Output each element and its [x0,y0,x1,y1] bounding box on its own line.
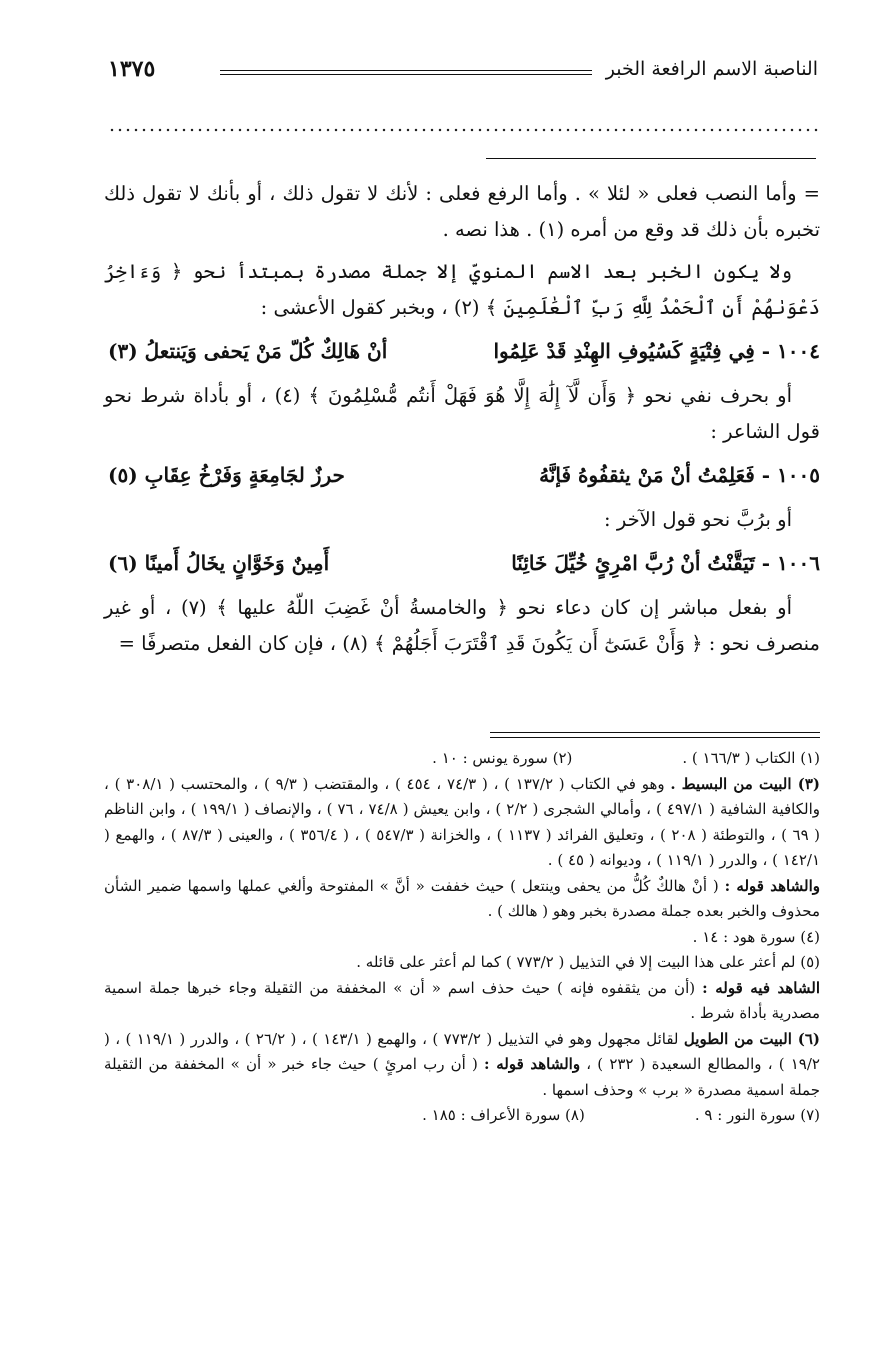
footnote-3-witness-lead: والشاهد قوله : [724,876,820,895]
verse-1005-first-hemistich: ١٠٠٥ - فَعَلِمْتُ أنْ مَنْ يثقفُوهُ فَإنَّهُ [539,463,820,487]
footnotes-7-8 [104,1103,820,1129]
footnote-3-witness-text: ( أنْ هالكٌ كُلُّ من يحفى وينتعل ) حيث خففت « أنَّ » المفتوحة وألغي عملها واسمها ضمير الشأن محذوف والخبر بعده جملة مصدرة بخبر وهو ( هالك ) . [104,876,820,920]
dotted-separator [108,126,818,134]
paragraph-3: أو بحرف نفي نحو ﴿ وَأَن لَّآ إِلَٰهَ إِلَّا هُوَ فَهَلْ أَنتُم مُّسْلِمُونَ ﴾ (٤) ، أو بأداة شرط نحو قول الشاعر : [104,384,820,443]
footnote-5: (٥) لم أعثر على هذا البيت إلا في التذييل ( ٧٧٣/٢ ) كما لم أعثر على قائله . [356,953,820,971]
paragraph-4: أو برُبَّ نحو قول الآخر : [604,508,792,531]
footnote-6-witness-lead: والشاهد قوله : [484,1055,581,1073]
page-header [108,56,818,90]
running-title: الناصبة الاسم الرافعة الخبر [605,58,818,80]
verse-1004-second-hemistich: أنْ هَالِكٌ كُلّ مَنْ يَحفى وَيَنتعلُ (٣) [108,339,388,363]
verse-1004 [104,332,820,370]
footnote-3-text: وهو في الكتاب ( ١٣٧/٢ ) ، ( ٧٤/٣ ، ٤٥٤ ) ، والمقتضب ( ٩/٣ ) ، والمحتسب ( ٣٠٨/١ ) ، والكافية الشافية ( ٤٩٧/١ ) ، وأمالي الشجرى ( ٢/٢ ) ، وابن يعيش ( ٧٤/٨ ، ٧٦ ) ، والإنصاف ( ١٩٩/١ ) ، وابن الناظم ( ٦٩ ) ، والتوطئة ( ٢٠٨ ) ، وتعليق الفرائد ( ١١٣٧ ) ، والخزانة ( ٥٤٧/٣ ) ، ( ٣٥٦/٤ ) ، والعينى ( ٨٧/٣ ) ، والهمع ( ١٤٢/١ ) ، والدرر ( ١١٩/١ ) ، وديوانه ( ٤٥ ) . [104,774,821,869]
top-short-rule [486,158,816,159]
verse-1005 [104,456,820,494]
paragraph-5: أو بفعل مباشر إن كان دعاء نحو ﴿ والخامسةُ أنْ غَضِبَ اللّهُ عليها ﴾ (٧) ، أو غير منصرف نحو : ﴿ وَأَنْ عَسَىٰٓ أَن يَكُونَ قَدِ ٱقْتَرَبَ أَجَلُهُمْ ﴾ (٨) ، فإن كان الفعل متصرفًا = [104,596,820,655]
footnote-6 [104,1027,820,1104]
footnote-4: (٤) سورة هود : ١٤ . [692,927,820,946]
footnote-5-witness-text: (أن من يثقفوه فإنه ) حيث حذف اسم « أن » المخففة من الثقيلة وجاء خبرها جملة اسمية مصدرية بأداة شرط . [104,978,820,1022]
paragraph-1: = وأما النصب فعلى « لئلا » . وأما الرفع فعلى : لأنك لا تقول ذلك ، أو بأنك لا تقول ذلك تخبره بأن ذلك قد وقع من أمره (١) . هذا نصه . [104,182,820,241]
footnotes [104,746,820,1129]
footnote-6-text: لقائل مجهول وهو في التذييل ( ٧٧٣/٢ ) ، والهمع ( ١٤٣/١ ) ، ( ٢٦/٢ ) ، والدرر ( ١١٩/١ ) ، ( ١٩/٢ ) ، والمطالع السعيدة ( ٢٣٢ ) ، [104,1029,820,1073]
footnote-6-witness-text: ( أن رب امرئٍ ) حيث جاء خبر « أن » المخففة من الثقيلة جملة اسمية مصدرة « برب » وحذف اسمها . [104,1055,820,1099]
footnote-5-witness-lead: الشاهد فيه قوله : [702,978,820,997]
main-text [104,176,820,668]
footnote-6-lead: (٦) البيت من الطويل [683,1029,821,1048]
footnote-7: (٧) سورة النور : ٩ . [694,1106,820,1124]
footnote-3-lead: (٣) البيت من البسيط . [670,774,820,793]
footnote-3-witness [104,874,820,925]
footnote-1: (١) الكتاب ( ١٦٦/٣ ) . [682,749,820,767]
verse-1006 [104,544,820,582]
footnotes-1-2 [104,746,820,772]
page-number: ١٣٧٥ [108,56,156,82]
verse-1004-first-hemistich: ١٠٠٤ - فِي فِتْيَةٍ كَسُيُوفِ الهِنْدِ قَدْ عَلِمُوا [493,339,820,363]
footnote-3 [104,772,820,874]
footnote-8: (٨) سورة الأعراف : ١٨٥ . [422,1106,585,1124]
paragraph-2: ولا يكون الخبر بعد الاسم المنويّ إلا جملة مصدرة بمبتدأ نحو ﴿ وَءَاخِرُ دَعْوَىٰهُمْ أَنِ ٱلْحَمْدُ لِلَّهِ رَبِّ ٱلْعَٰلَمِينَ ﴾ (٢) ، وبخبر كقول الأعشى : [104,260,820,319]
footnote-2: (٢) سورة يونس : ١٠ . [432,749,573,767]
header-rule [220,70,592,75]
verse-1006-first-hemistich: ١٠٠٦ - تَيَقَّنْتُ أنْ رُبَّ امْرِئٍ خُيِّلَ خَائِنًا [511,551,820,575]
footnote-separator [490,732,820,738]
verse-1005-second-hemistich: حرزٌ لجَامِعَةٍ وَفَرْخُ عِقَابِ (٥) [108,463,345,487]
verse-1006-second-hemistich: أَمِينٌ وَخَوَّانٍ يخَالُ أَمينًا (٦) [108,551,330,575]
footnote-5-witness [104,976,820,1027]
